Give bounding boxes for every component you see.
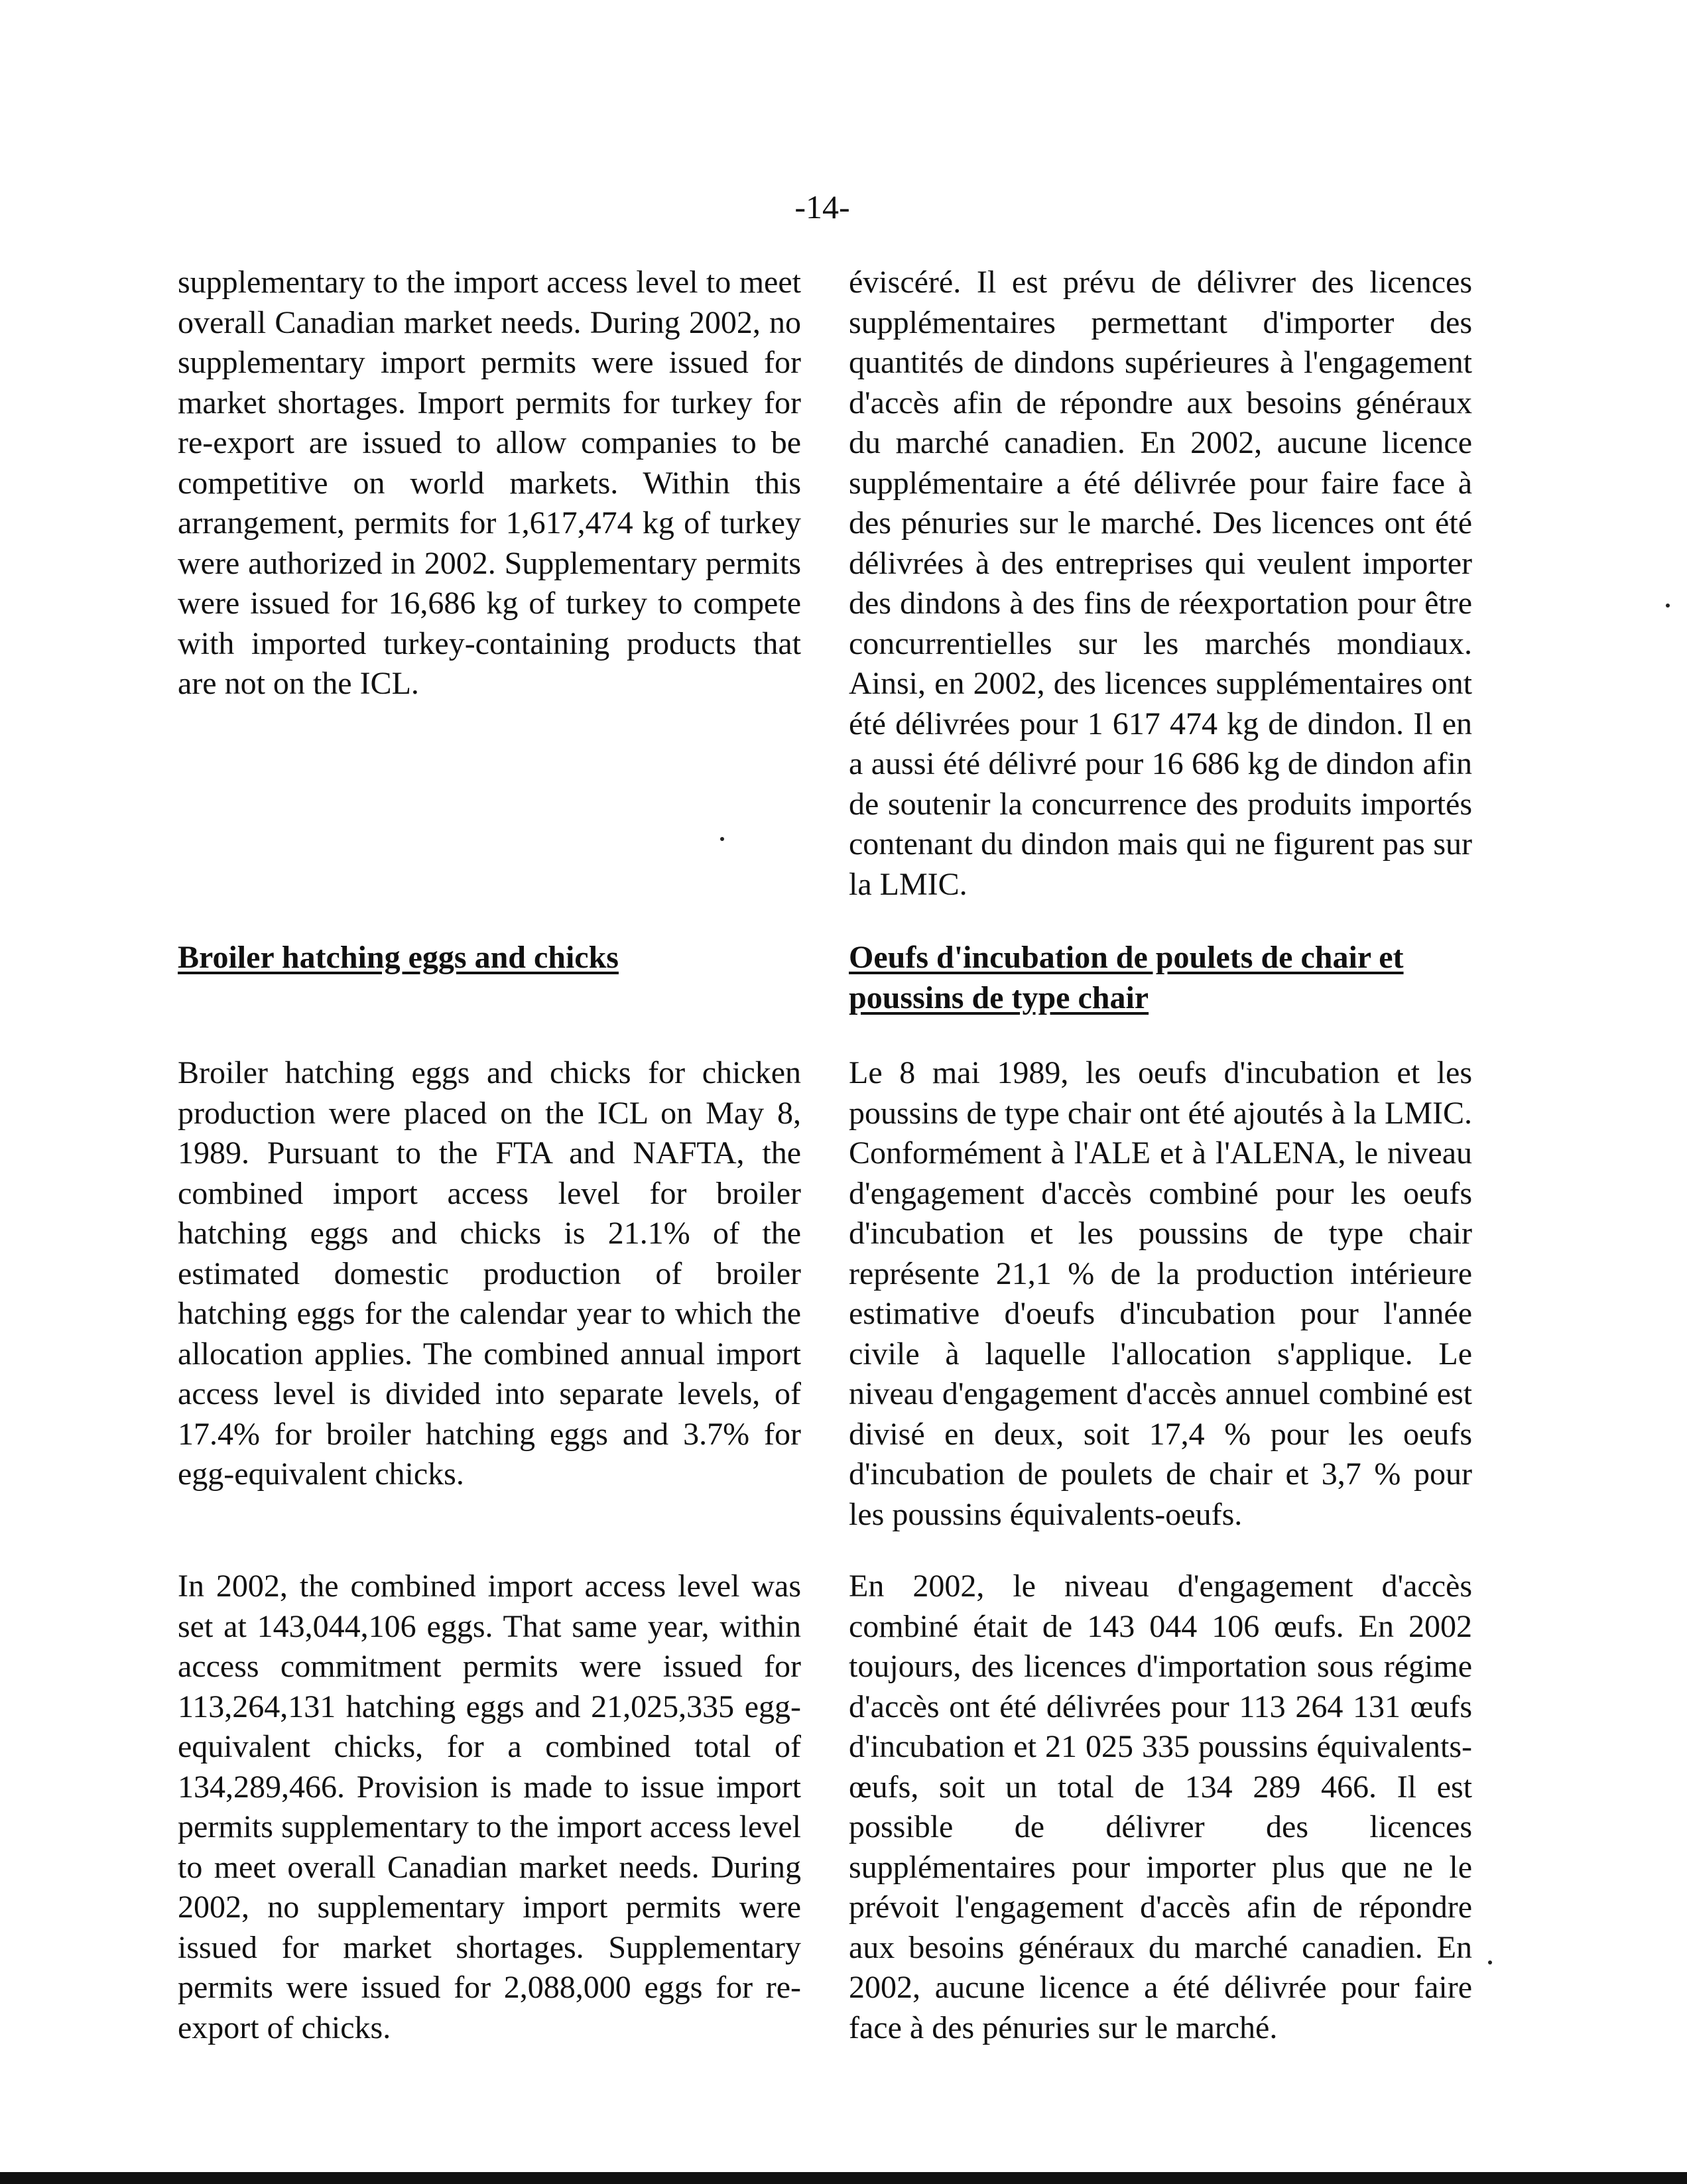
english-paragraph-2-block [178,1567,801,2048]
english-intro-paragraph: supplementary to the import access level to meet overall Canadian market needs. During 2002, no supplementary import permits were issued for market shortages. Import permits for turkey for re-export are issued to allow companies to be competitive on world markets. Within this arrangement, permits for 1,617,474 kg of turkey were authorized in 2002. Supplementary permits were issued for 16,686 kg of turkey to compete with imported turkey-containing products that are not on the ICL. [178,265,801,701]
french-paragraph-1: Le 8 mai 1989, les oeufs d'incubation et les poussins de type chair ont été ajoutés à la LMIC. Conformément à l'ALE et à l'ALENA, le niveau d'engagement d'accès combiné pour les oeufs d'incubation et les poussins de type chair représente 21,1 % de la production intérieure estimative d'oeufs d'incubation pour l'année civile à laquelle l'allocation s'applique. Le niveau d'engagement d'accès annuel combiné est divisé en deux, soit 17,4 % pour les oeufs d'incubation de poulets de chair et 3,7 % pour les poussins équivalents-oeufs. [849,1055,1472,1532]
french-section-heading: Oeufs d'incubation de poulets de chair et poussins de type chair [849,940,1404,1015]
scan-bottom-edge [0,2172,1687,2184]
french-paragraph-1-block [849,1053,1472,1535]
english-section-heading: Broiler hatching eggs and chicks [178,940,619,975]
english-column [178,263,801,704]
french-paragraph-2: En 2002, le niveau d'engagement d'accès combiné était de 143 044 106 œufs. En 2002 toujours, des licences d'importation sous régime d'accès ont été délivrées pour 113 264 131 œufs d'incubation et 21 025 335 poussins équivalents-œufs, soit un total de 134 289 466. Il est possible de délivrer des licences supplémentaires pour importer plus que ne le prévoit l'engagement d'accès afin de répondre aux besoins généraux du marché canadien. En 2002, aucune licence a été délivrée pour faire face à des pénuries sur le marché. [849,1569,1472,2045]
scan-speck [1666,604,1670,608]
english-paragraph-2: In 2002, the combined import access level was set at 143,044,106 eggs. That same year, within access commitment permits were issued for 113,264,131 hatching eggs and 21,025,335 egg-equivalent chicks, for a combined total of 134,289,466. Provision is made to issue import permits supplementary to the import access level to meet overall Canadian market needs. During 2002, no supplementary import permits were issued for market shortages. Supplementary permits were issued for 2,088,000 eggs for re-export of chicks. [178,1569,801,2045]
english-paragraph-1: Broiler hatching eggs and chicks for chicken production were placed on the ICL on May 8, 1989. Pursuant to the FTA and NAFTA, the combined import access level for broiler hatching eggs and chicks is 21.1% of the estimated domestic production of broiler hatching eggs for the calendar year to which the allocation applies. The combined annual import access level is divided into separate levels, of 17.4% for broiler hatching eggs and 3.7% for egg-equivalent chicks. [178,1055,801,1492]
french-intro-paragraph: éviscéré. Il est prévu de délivrer des licences supplémentaires permettant d'importer des quantités de dindons supérieures à l'engagement d'accès afin de répondre aux besoins généraux du marché canadien. En 2002, aucune licence supplémentaire a été délivrée pour faire face à des pénuries sur le marché. Des licences ont été délivrées à des entreprises qui veulent importer des dindons à des fins de réexportation pour être concurrentielles sur les marchés mondiaux. Ainsi, en 2002, des licences supplémentaires ont été délivrées pour 1 617 474 kg de dindon. Il en a aussi été délivré pour 16 686 kg de dindon afin de soutenir la concurrence des produits importés contenant du dindon mais qui ne figurent pas sur la LMIC. [849,265,1472,902]
page-number: -14- [794,188,850,225]
french-paragraph-2-block [849,1567,1472,2048]
french-column [849,263,1472,905]
scan-speck [720,837,724,841]
scan-speck [1488,1960,1492,1964]
english-paragraph-1-block [178,1053,801,1495]
